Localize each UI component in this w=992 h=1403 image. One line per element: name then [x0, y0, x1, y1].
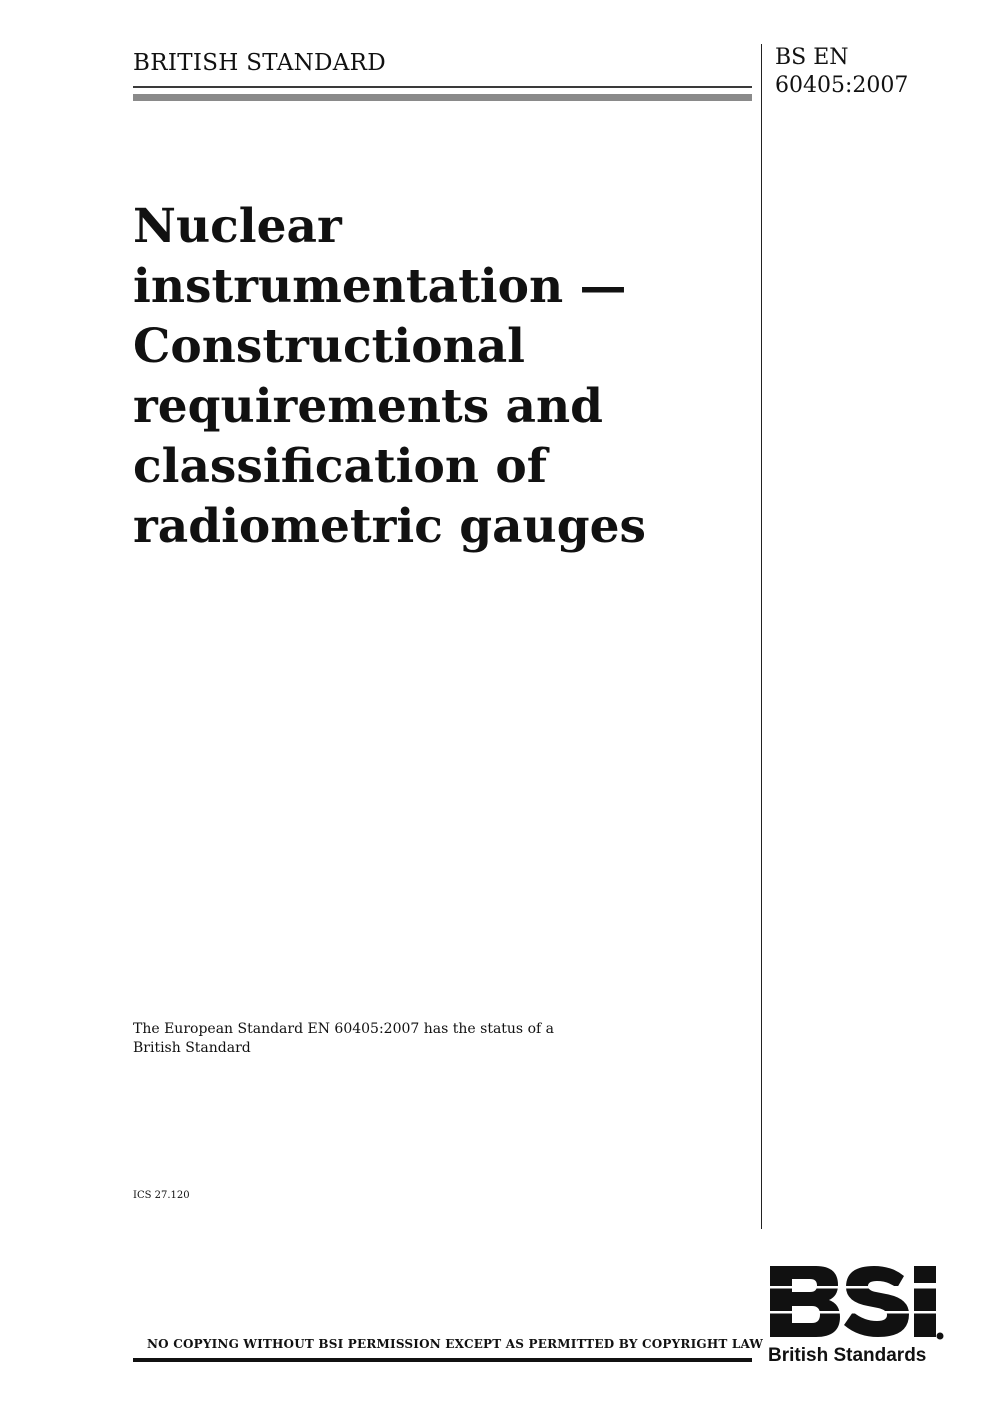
title-line: instrumentation — — [133, 259, 627, 314]
header-rule-thin — [133, 86, 752, 88]
vertical-divider — [761, 44, 762, 1229]
logo-tagline: British Standards — [768, 1345, 927, 1366]
header-rule-thick — [133, 94, 752, 101]
title-line: requirements and — [133, 379, 604, 434]
title-line: Nuclear — [133, 199, 342, 254]
title-line: radiometric gauges — [133, 499, 646, 554]
standard-number — [775, 44, 908, 100]
ics-code: ICS 27.120 — [133, 1190, 190, 1201]
document-title — [133, 197, 743, 557]
standard-number-line2: 60405:2007 — [775, 73, 909, 98]
copyright-notice: NO COPYING WITHOUT BSI PERMISSION EXCEPT AS PERMITTED BY COPYRIGHT LAW — [147, 1337, 764, 1351]
title-line: Constructional — [133, 319, 526, 374]
standard-number-line1: BS EN — [775, 45, 849, 70]
status-note-line2: British Standard — [133, 1040, 251, 1056]
series-label: BRITISH STANDARD — [133, 50, 387, 76]
footer-rule — [133, 1358, 752, 1362]
title-line: classification of — [133, 439, 547, 494]
status-note-line1: The European Standard EN 60405:2007 has the status of a — [133, 1021, 554, 1037]
status-note — [133, 1020, 733, 1058]
